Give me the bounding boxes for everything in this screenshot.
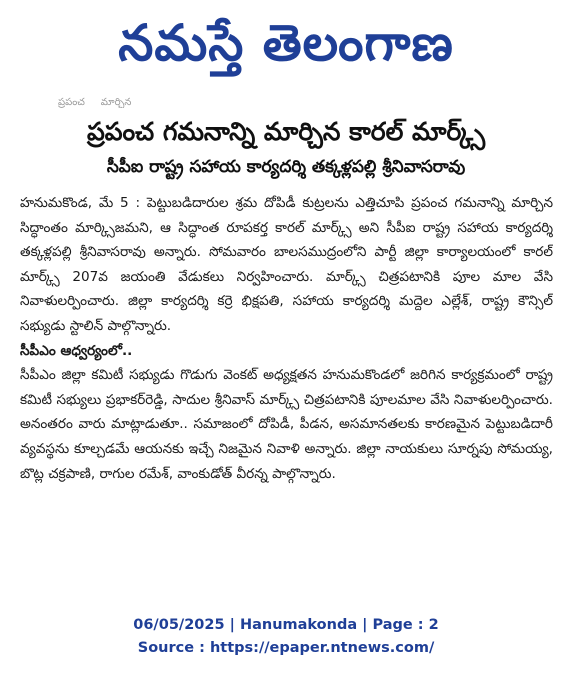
faded-top-line: ప్రపంచ ‌‌ ‌ ‌ ‌ మార్చిన bbox=[58, 97, 132, 108]
article-paragraph-2: సీపీఎం జిల్లా కమిటీ సభ్యుడు గొడుగు వెంకట్ అధ్యక్షతన హనుమకొండలో జరిగిన కార్యక్రమంలో రాష్ట్ర కమిటీ సభ్యులు ప్రభాకర్‌రెడ్డి, సాదుల శ్రీనివాస్ మార్క్స్ చిత్రపటానికి పూలమాల వేసి నివాళులర్పించారు. అనంతరం వారు మాట్లాడుతూ.. సమాజంలో దోపిడీ, పీడన, అసమానతలకు కారణమైన పెట్టుబడిదారీ వ్యవస్థను కూల్చడమే ఆయనకు ఇచ్చే నిజమైన నివాళి అన్నారు. జిల్లా నాయకులు సూర్నపు సోమయ్య, బొట్ల చక్రపాణి, రాగుల రమేశ్, వాంకుడోత్ వీరన్న పాల్గొన్నారు. bbox=[20, 367, 553, 482]
article-subheadline: సీపీఐ రాష్ట్ర సహాయ కార్యదర్శి తక్కళ్లపల్లి శ్రీనివాసరావు bbox=[106, 157, 466, 177]
article-body bbox=[20, 191, 553, 596]
footer-meta: 06/05/2025 | Hanumakonda | Page : 2 bbox=[133, 617, 439, 633]
masthead bbox=[0, 0, 572, 92]
section-heading: సీపీఎం ఆధ్వర్యంలో.. bbox=[20, 342, 133, 359]
article-headline: ప్రపంచ గమనాన్ని మార్చిన కారల్ మార్క్స్ bbox=[86, 117, 486, 146]
newspaper-logo: నమస్తే తెలంగాణ bbox=[118, 14, 454, 72]
footer bbox=[0, 614, 572, 660]
footer-source: Source : https://epaper.ntnews.com/ bbox=[137, 640, 435, 656]
article-paragraph-1: హనుమకొండ, మే 5 : పెట్టుబడిదారుల శ్రమ దోపిడీ కుట్రలను ఎత్తిచూపి ప్రపంచ గమనాన్ని మార్చిన సిద్ధాంతం మార్క్సిజమని, ఆ సిద్ధాంత రూపకర్త కారల్ మార్క్స్ అని సీపీఐ రాష్ట్ర సహాయ కార్యదర్శి తక్కళ్లపల్లి శ్రీనివాసరావు అన్నారు. సోమవారం బాలసముద్రంలోని పార్టీ జిల్లా కార్యాలయంలో కారల్ మార్క్స్ 207వ జయంతి వేడుకలు నిర్వహించారు. మార్క్స్ చిత్రపటానికి పూల మాల వేసి నివాళులర్పించారు. జిల్లా కార్యదర్శి కర్రె భిక్షపతి, సహాయ కార్యదర్శి మద్దెల ఎల్లేశ్, రాష్ట్ర కౌన్సిల్ సభ్యుడు స్టాలిన్ పాల్గొన్నారు. bbox=[20, 195, 553, 334]
